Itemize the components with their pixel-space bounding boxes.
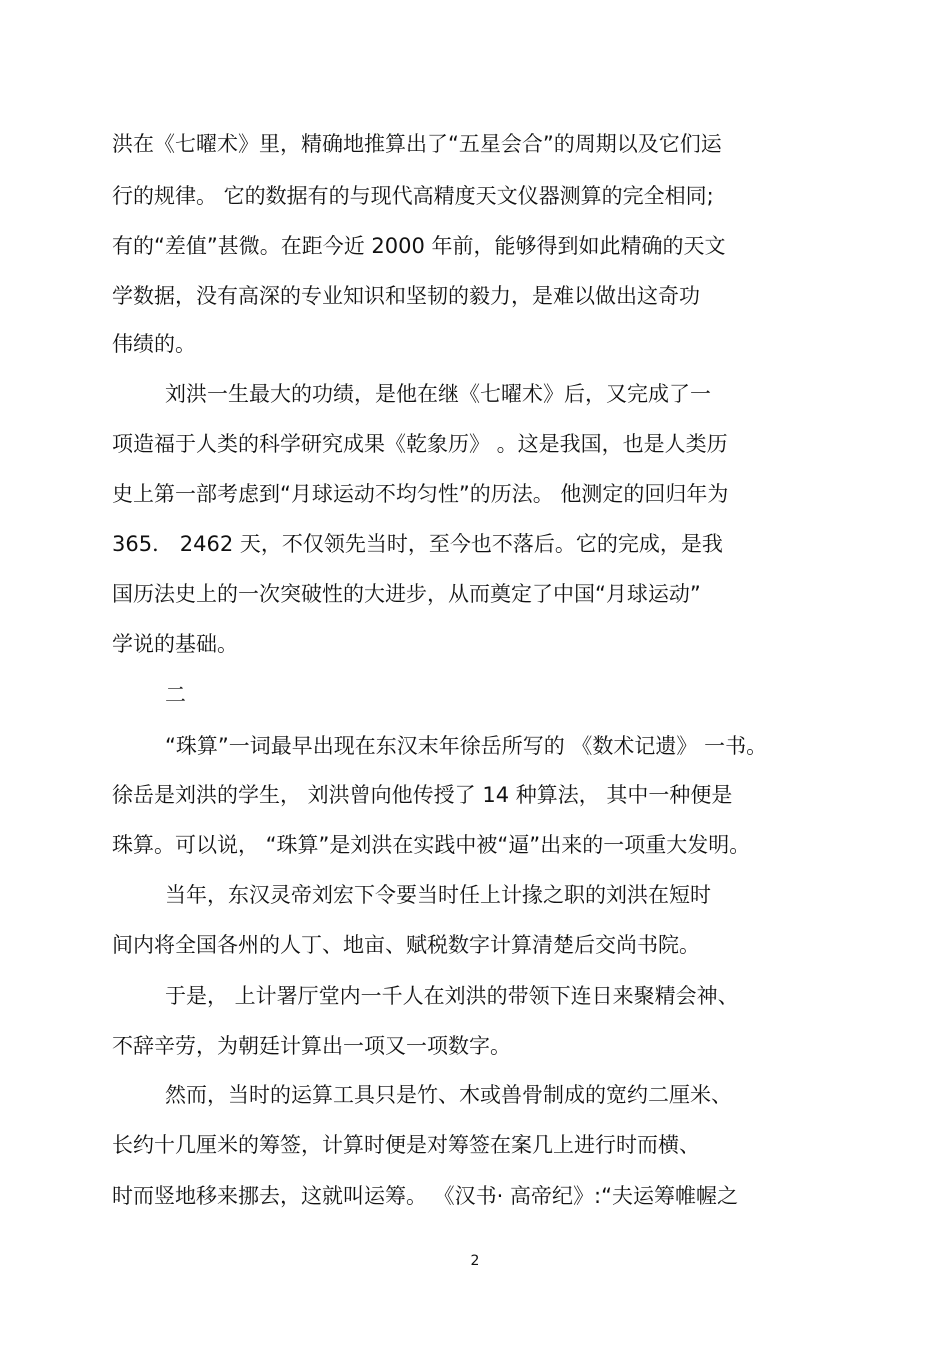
paragraph-start-line: 然而，当时的运算工具只是竹、木或兽骨制成的宽约二厘米、 — [165, 1083, 732, 1107]
paragraph-start-line: 当年，东汉灵帝刘宏下令要当时任上计掾之职的刘洪在短时 — [165, 883, 711, 907]
text-line: 间内将全国各州的人丁、地亩、赋税数字计算清楚后交尚书院。 — [112, 933, 700, 957]
text-line: 项造福于人类的科学研究成果《乾象历》 。这是我国，也是人类历 — [112, 432, 728, 456]
text-line: 时而竖地移来挪去，这就叫运筹。 《汉书· 高帝纪》:“夫运筹帷幄之 — [112, 1184, 738, 1208]
text-line: 国历法史上的一次突破性的大进步，从而奠定了中国“月球运动” — [112, 582, 701, 606]
paragraph-start-line: 于是， 上计署厅堂内一千人在刘洪的带领下连日来聚精会神、 — [165, 984, 739, 1008]
text-line: 珠算。可以说， “珠算”是刘洪在实践中被“逼”出来的一项重大发明。 — [112, 833, 751, 857]
text-line: 行的规律。 它的数据有的与现代高精度天文仪器测算的完全相同; — [112, 184, 714, 208]
section-number: 二 — [165, 683, 186, 707]
text-line: 不辞辛劳，为朝廷计算出一项又一项数字。 — [112, 1034, 511, 1058]
text-line: 365． 2462 天，不仅领先当时，至今也不落后。它的完成，是我 — [112, 532, 723, 556]
text-line: 学说的基础。 — [112, 632, 238, 656]
paragraph-start-line: 刘洪一生最大的功绩，是他在继《七曜术》后，又完成了一 — [165, 382, 711, 406]
text-line: 有的“差值”甚微。在距今近 2000 年前，能够得到如此精确的天文 — [112, 234, 726, 258]
text-line: 长约十几厘米的筹签，计算时便是对筹签在案几上进行时而横、 — [112, 1133, 700, 1157]
text-line: 伟绩的。 — [112, 332, 196, 356]
text-line: 史上第一部考虑到“月球运动不均匀性”的历法。 他测定的回归年为 — [112, 482, 729, 506]
text-line: 徐岳是刘洪的学生， 刘洪曾向他传授了 14 种算法， 其中一种便是 — [112, 783, 733, 807]
text-line: 学数据，没有高深的专业知识和坚韧的毅力，是难以做出这奇功 — [112, 284, 700, 308]
text-line: 洪在《七曜术》里，精确地推算出了“五星会合”的周期以及它们运 — [112, 132, 722, 156]
paragraph-start-line: “珠算”一词最早出现在东汉末年徐岳所写的 《数术记遗》 一书。 — [165, 734, 768, 758]
page-number: 2 — [470, 1253, 480, 1269]
